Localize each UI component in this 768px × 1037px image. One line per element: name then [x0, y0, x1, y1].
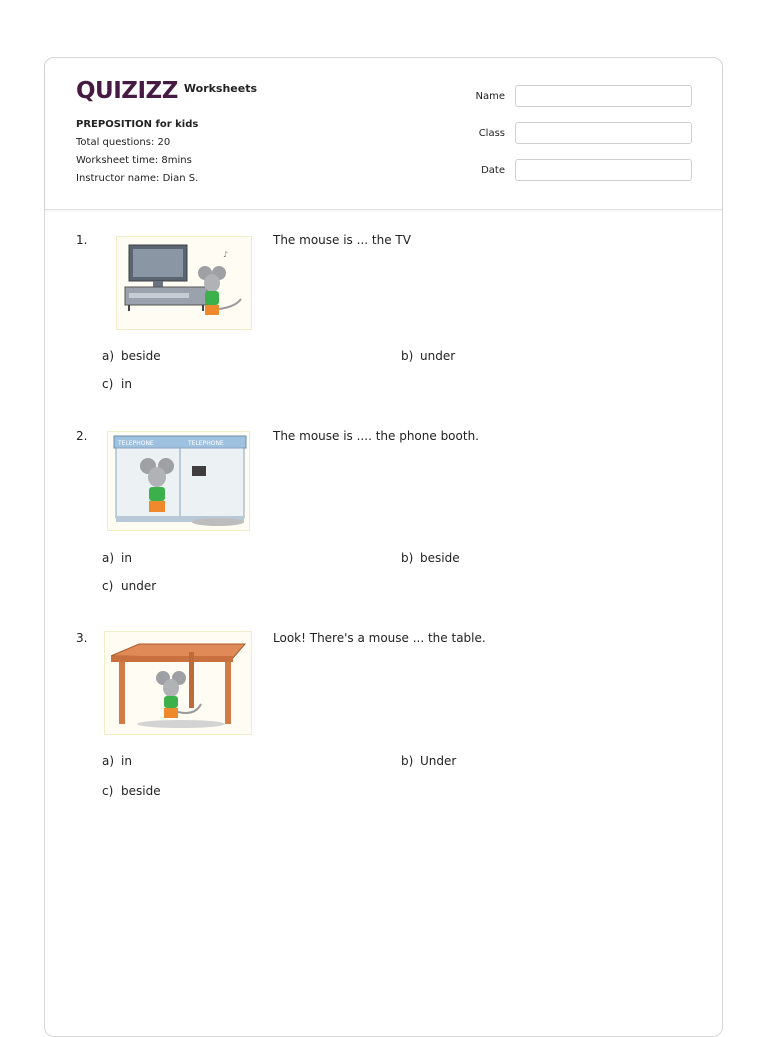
name-input[interactable] — [515, 85, 692, 107]
date-label: Date — [481, 164, 505, 176]
total-questions: Total questions: 20 — [76, 137, 171, 148]
option-c[interactable] — [102, 377, 132, 391]
option-text: beside — [121, 349, 161, 363]
mouse-beside-tv-illustration — [116, 236, 252, 330]
name-field-row — [465, 85, 692, 107]
option-letter: b) — [401, 551, 414, 565]
option-text: Under — [420, 754, 457, 768]
booth-sign-text: TELEPHONE — [118, 440, 154, 447]
option-text: in — [121, 551, 132, 565]
instructor-name: Instructor name: Dian S. — [76, 173, 199, 184]
brand-wordmark: QUIZIZZ — [76, 78, 178, 104]
option-text: under — [420, 349, 456, 363]
option-a[interactable] — [102, 551, 132, 565]
option-letter: a) — [102, 754, 115, 768]
option-b[interactable] — [401, 551, 460, 565]
option-letter: c) — [102, 377, 114, 391]
date-field-row — [465, 159, 692, 181]
question-text: The mouse is ... the TV — [273, 233, 411, 247]
option-letter: b) — [401, 349, 414, 363]
option-text: beside — [121, 784, 161, 798]
brand-subtitle: Worksheets — [183, 82, 258, 95]
option-letter: a) — [102, 551, 115, 565]
class-input[interactable] — [515, 122, 692, 144]
option-a[interactable] — [102, 349, 161, 363]
mouse-in-phone-booth-illustration — [107, 431, 250, 531]
question-number: 1. — [76, 233, 88, 247]
worksheet-meta — [76, 116, 198, 188]
option-b[interactable] — [401, 349, 455, 363]
booth-sign-text: TELEPHONE — [188, 440, 224, 447]
option-letter: c) — [102, 784, 114, 798]
option-text: beside — [420, 551, 460, 565]
name-label: Name — [475, 90, 505, 102]
option-a[interactable] — [102, 754, 132, 768]
option-text: in — [121, 377, 132, 391]
option-letter: b) — [401, 754, 414, 768]
option-letter: a) — [102, 349, 115, 363]
question-number: 2. — [76, 429, 88, 443]
question-number: 3. — [76, 631, 88, 645]
option-text: in — [121, 754, 132, 768]
worksheet-time: Worksheet time: 8mins — [76, 155, 192, 166]
option-text: under — [121, 579, 157, 593]
worksheet-title: PREPOSITION for kids — [76, 119, 199, 130]
date-input[interactable] — [515, 159, 692, 181]
option-b[interactable] — [401, 754, 456, 768]
mouse-under-table-illustration — [104, 631, 252, 735]
worksheet-header — [45, 58, 722, 210]
question-text: Look! There's a mouse ... the table. — [273, 631, 486, 645]
class-field-row — [465, 122, 692, 144]
option-letter: c) — [102, 579, 114, 593]
question-text: The mouse is .... the phone booth. — [273, 429, 479, 443]
quizizz-logo — [76, 78, 257, 104]
option-c[interactable] — [102, 784, 161, 798]
class-label: Class — [478, 127, 505, 139]
option-c[interactable] — [102, 579, 156, 593]
worksheet — [44, 57, 723, 1037]
svg-text:♪: ♪ — [223, 250, 229, 259]
